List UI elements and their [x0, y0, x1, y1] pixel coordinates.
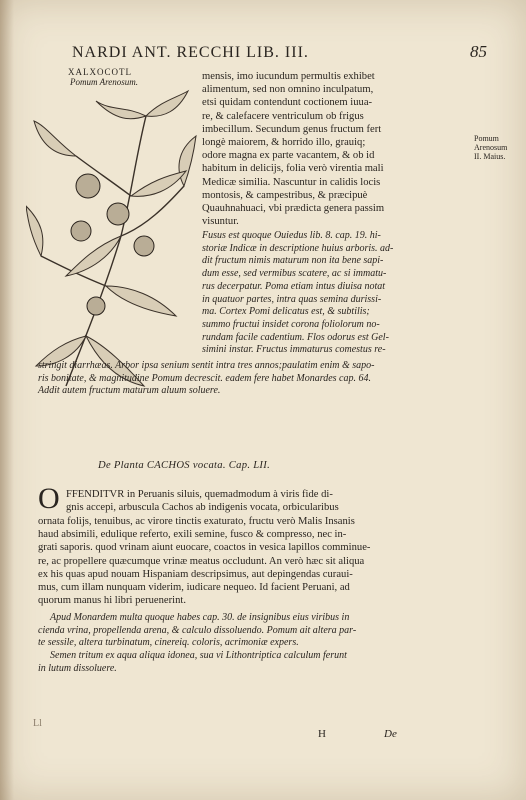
- margin-note-line: Arenosum: [474, 143, 508, 152]
- text-line: longè maiorem, & horrido illo, grauiq;: [202, 137, 366, 149]
- text-line: montosis, & campestribus, & præcipuè: [202, 189, 368, 201]
- chapter-opening-lines: [66, 488, 339, 514]
- italic-commentary-right: [202, 230, 393, 357]
- margin-note-line: II. Maius.: [474, 152, 506, 161]
- text-line: odore magna ex parte vacantem, & ob id: [202, 150, 375, 162]
- chapter-italic-notes: [38, 612, 356, 676]
- text-line: Fusus est quoque Ouiedus lib. 8. cap. 19. hi-: [202, 230, 381, 241]
- drop-capital: O: [38, 482, 60, 515]
- text-line: dit fructum nimis maturum non ita bene sapi-: [202, 255, 384, 267]
- margin-note-line: Pomum: [474, 134, 499, 143]
- text-line: Semen tritum ex aqua aliqua idonea, sua vi Lithontriptica calculum ferunt: [50, 650, 347, 662]
- plant-woodcut-illustration: [26, 86, 198, 396]
- text-line: haud absimili, edulique referto, exili semine, fusco & compresso, nec in-: [38, 529, 347, 541]
- italic-commentary-full: [38, 360, 375, 398]
- text-line: simini instar. Fructus immaturus comestus re-: [202, 344, 386, 356]
- text-line: mus, cum illam nunquam viderim, iudicare nequeo. Id facient Peruani, ad: [38, 582, 350, 594]
- right-column-text: [202, 70, 384, 228]
- text-line: Apud Monardem multa quoque habes cap. 30. de insignibus eius viribus in: [50, 612, 350, 623]
- text-line: FFENDITVR in Peruanis siluis, quemadmodum à viris fide di-: [66, 489, 333, 500]
- chapter-body-text: [38, 515, 370, 607]
- text-line: Medicæ similia. Nascuntur in calidis locis: [202, 176, 381, 188]
- text-line: re, ac propellere quæcumque vrinæ meatus occludunt. An verò hæc sit aliqua: [38, 555, 365, 567]
- text-line: ma. Cortex Pomi delicatus est, & subtilis;: [202, 306, 370, 318]
- text-line: Addit autem fructum maturum aluum soluere.: [38, 385, 221, 397]
- text-line: ornata folijs, tenuibus, ac virore tinctis exaturato, fructu verò Malis Insanis: [38, 516, 355, 527]
- figure-caption: [68, 67, 138, 87]
- text-line: re, & calefacere ventriculum ob frigus: [202, 110, 364, 122]
- text-line: rus decerpatur. Poma etiam intus diuisa notat: [202, 280, 386, 292]
- text-line: grati saporis. quod vrinam aiunt euocare, coactos in vesica lapillos comminue-: [38, 542, 371, 554]
- figure-name-latin: Pomum Arenosum.: [70, 77, 138, 87]
- text-line: alimentum, sed non omnino inculpatum,: [202, 84, 374, 96]
- text-line: ex his quas apud nouam Hispaniam descripsimus, aut depingendas curaui-: [38, 568, 353, 580]
- stray-mark: Ll: [33, 718, 42, 729]
- text-line: etsi quidam contendunt coctionem iuua-: [202, 97, 373, 109]
- text-line: stringit diarrhæas. Arbor ipsa senium sentit intra tres annos;paulatim enim & sapo-: [38, 360, 375, 371]
- text-line: gnis accepi, arbuscula Cachos ab indigenis vocata, orbicularibus: [66, 502, 339, 514]
- text-line: in quatuor partes, intra quas semina durissi-: [202, 293, 382, 305]
- text-line: te sessile, altera turbinatum, cinereiq. coloris, acrimoniæ expers.: [38, 637, 299, 649]
- text-line: storiæ Indicæ in descriptione huius arboris. ad-: [202, 242, 394, 254]
- chapter-heading: De Planta CACHOS vocata. Cap. LII.: [98, 460, 271, 471]
- page-number: 85: [470, 42, 487, 61]
- running-header: NARDI ANT. RECCHI LIB. III.: [72, 44, 309, 61]
- text-line: dum esse, sed vermibus scatere, ac si immatu-: [202, 268, 387, 280]
- text-line: visuntur.: [202, 216, 239, 228]
- signature-mark: H: [318, 728, 326, 740]
- text-line: rundam facile cadentium. Flos odorus est Gel-: [202, 331, 389, 343]
- text-line: mensis, imo iucundum permultis exhibet: [202, 71, 375, 82]
- text-line: imbecillum. Secundum genus fructum fert: [202, 123, 382, 135]
- catchword: De: [384, 728, 397, 740]
- margin-note: [474, 134, 507, 161]
- text-line: in lutum dissoluere.: [38, 662, 117, 674]
- text-line: summo fructui insidet corona foliolorum no-: [202, 318, 380, 330]
- text-line: habitum in delicijs, folia verò virentia mali: [202, 163, 384, 175]
- text-line: Quauhnahuaci, vbi prædicta genera passim: [202, 203, 385, 215]
- text-line: ris bonitate, & magnitudine Pomum decrescit. eadem fere habet Monardes cap. 64.: [38, 372, 371, 384]
- text-line: cienda vrina, propellenda arena, & calculo dissoluendo. Pomum ait altera par-: [38, 624, 357, 636]
- figure-name-native: XALXOCOTL: [68, 67, 132, 77]
- text-line: quorum manus hi libri peruenerint.: [38, 595, 186, 607]
